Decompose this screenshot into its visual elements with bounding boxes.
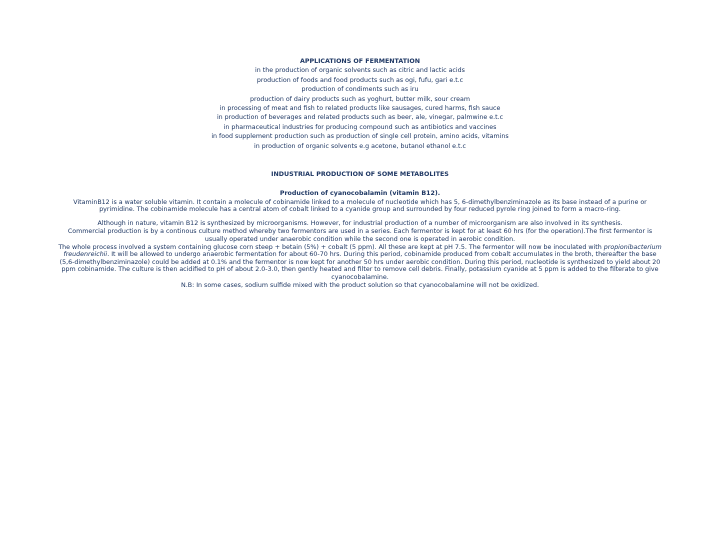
process-text-end: . It will be allowed to undergo anaerobic fermentation for about 60-70 hrs. During this period, cobinamide produced from cobalt accumulates in the broth, thereafter the base (5,6-dimethylbenziminazole) could be added at 0.1% and the fermentor is now kept for another 50 hrs under aerobic condition. During this period, nucleotide is synthesized to yield about 20 ppm cobinamide. The culture is then acidified to pH of about 2.0-3.0, then gently heated and filter to remove cell debris. Finally, potassium cyanide at 5 ppm is added to the filterate to give cyanocobalamine. [59, 251, 661, 281]
application-item: in production of organic solvents e.g acetone, butanol ethanol e.t.c [253, 142, 466, 150]
synthesis-paragraph: Although in nature, vitamin B12 is synthesized by microorganisms. However, for industrial production of a number of microorganism are also involved in its synthesis. [97, 219, 623, 227]
organism-name: propionibacterium freudenreichii [63, 243, 662, 259]
application-item: in production of beverages and related products such as beer, ale, vinegar, palmwine e.t.c [216, 114, 504, 122]
application-item: in food supplement production such as production of single cell protein, amino acids, vitamins [211, 133, 509, 141]
application-item: in the production of organic solvents such as citric and lactic acids [255, 67, 465, 75]
applications-title: APPLICATIONS OF FERMENTATION [299, 58, 421, 65]
vitamin-intro-paragraph: VitaminB12 is a water soluble vitamin. It contain a molecule of cobinamide linked to a molecule of nucleotide which has 5, 6-dimethylbenziminazole as its base instead of a purine or pyrimidine. The cobinamide molecule has a central atom of cobalt linked to a cyanide group and surrounded by four reduced pyrole ring joined to form a macro-ring. [73, 198, 647, 214]
application-item: in processing of meat and fish to related products like sausages, cured harms, fish sauce [219, 105, 501, 113]
industrial-title: INDUSTRIAL PRODUCTION OF SOME METABOLITES [271, 171, 449, 179]
application-item: production of dairy products such as yoghurt, butter milk, sour cream [250, 95, 470, 103]
document-page [56, 57, 664, 289]
application-item: production of condiments such as iru [301, 86, 419, 94]
industrial-subtitle: Production of cyanocobalamin (vitamin B12). [279, 190, 441, 198]
process-text-start: The whole process involved a system containing glucose corn steep + betain (5%) + cobalt (5 ppm). All these are kept at pH 7.5. The fermentor will now be inoculated with [58, 243, 604, 251]
commercial-production-paragraph: Commercial production is by a continous culture method whereby two fermentors are used in a series. Each fermentor is kept for at least 60 hrs (for the operation).The first fermentor is usually operated under anaerobic condition while the second one is operated in aerobic condition. [67, 228, 653, 243]
note-paragraph: N.B: In some cases, sodium sulfide mixed with the product solution so that cyanocobalamine will not be oxidized. [181, 281, 539, 289]
application-item: in pharmaceutical industries for producing compound such as antibiotics and vaccines [223, 123, 497, 131]
process-paragraph [56, 244, 664, 281]
application-item: production of foods and food products such as ogi, fufu, gari e.t.c [256, 76, 464, 84]
